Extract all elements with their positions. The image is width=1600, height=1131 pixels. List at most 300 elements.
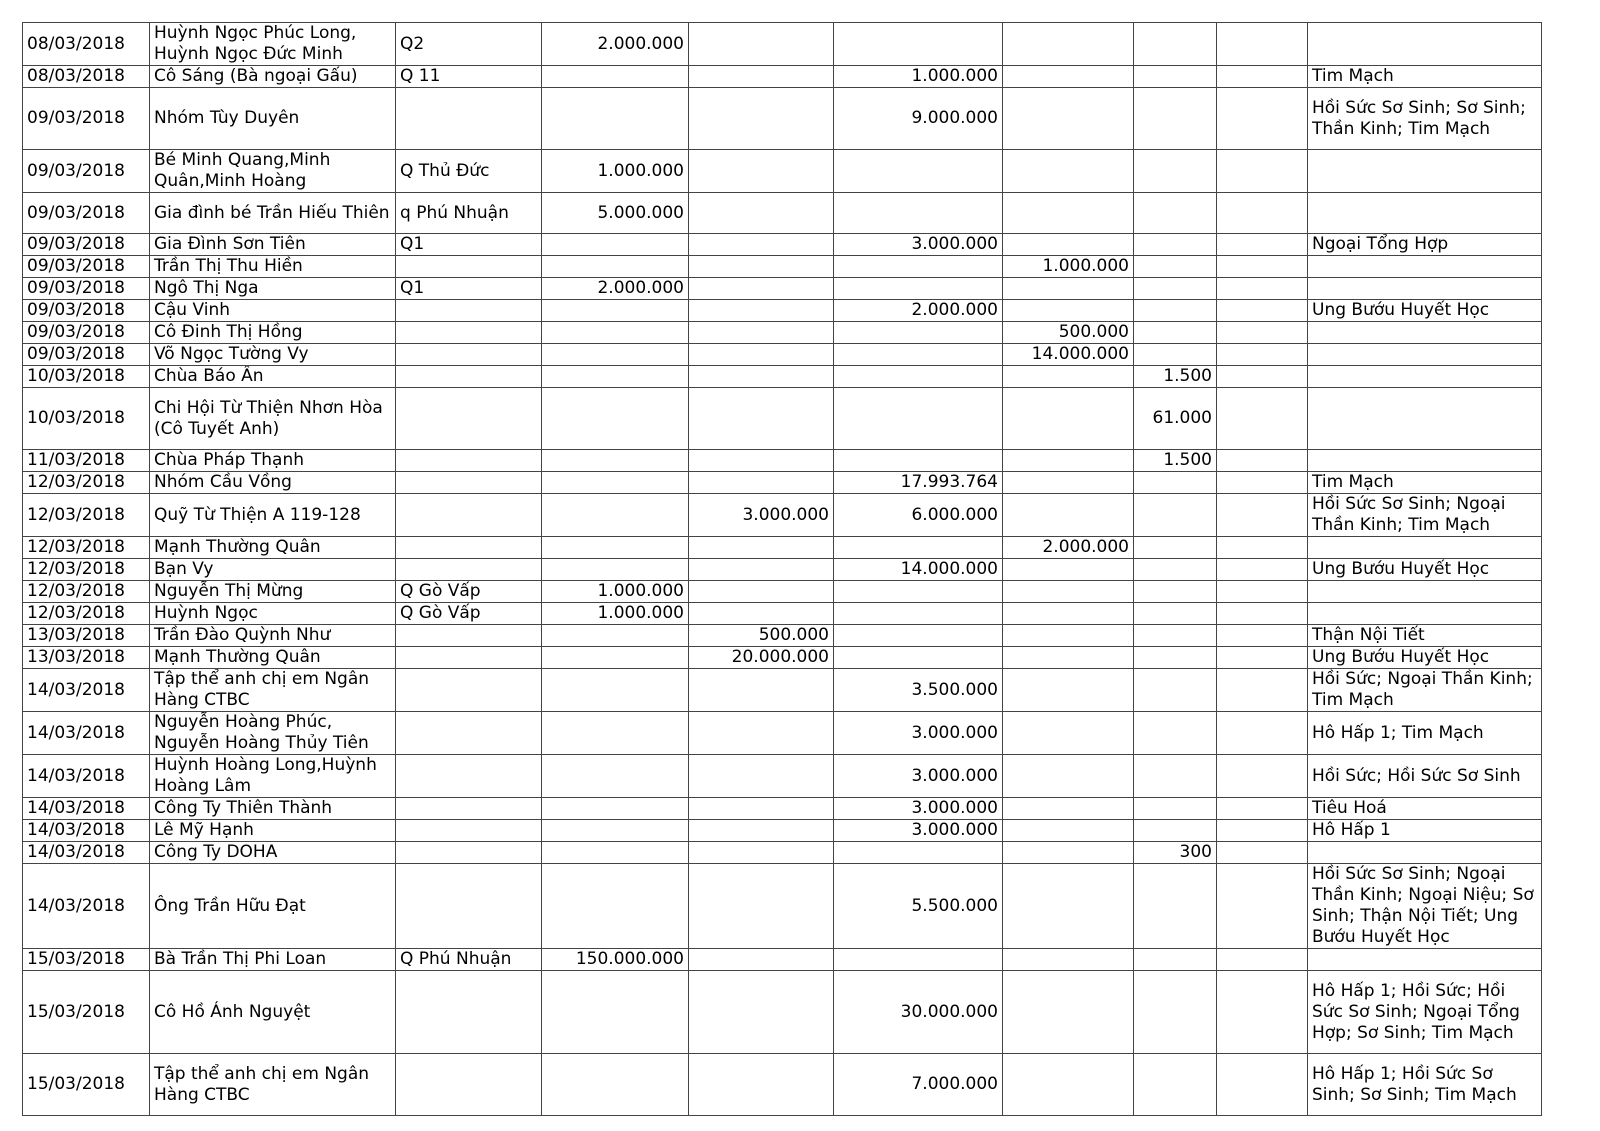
- amount-col-2-cell: [689, 581, 834, 603]
- amount-col-3-cell: 17.993.764: [834, 472, 1003, 494]
- amount-col-5-cell: [1134, 66, 1217, 88]
- table-row: [23, 842, 1542, 864]
- amount-col-4-cell: [1003, 300, 1134, 322]
- donor-name-cell: Cô Đinh Thị Hồng: [150, 322, 396, 344]
- amount-col-4-cell: [1003, 234, 1134, 256]
- district-cell: Q2: [396, 23, 542, 66]
- date-cell: 12/03/2018: [23, 559, 150, 581]
- department-note-cell: [1308, 581, 1542, 603]
- department-note-cell: [1308, 150, 1542, 193]
- donor-name-cell: Bà Trần Thị Phi Loan: [150, 949, 396, 971]
- date-cell: 09/03/2018: [23, 278, 150, 300]
- amount-col-1-cell: [542, 66, 689, 88]
- amount-col-3-cell: 3.500.000: [834, 669, 1003, 712]
- district-cell: [396, 344, 542, 366]
- amount-col-4-cell: [1003, 559, 1134, 581]
- district-cell: [396, 669, 542, 712]
- table-row: [23, 798, 1542, 820]
- donor-name-cell: Huỳnh Ngọc Phúc Long, Huỳnh Ngọc Đức Minh: [150, 23, 396, 66]
- amount-col-5-cell: [1134, 472, 1217, 494]
- donor-name-cell: Tập thể anh chị em Ngân Hàng CTBC: [150, 669, 396, 712]
- amount-col-4-cell: 14.000.000: [1003, 344, 1134, 366]
- date-cell: 08/03/2018: [23, 23, 150, 66]
- amount-col-2-cell: [689, 820, 834, 842]
- amount-col-3-cell: 7.000.000: [834, 1054, 1003, 1116]
- date-cell: 14/03/2018: [23, 864, 150, 949]
- department-note-cell: Ngoại Tổng Hợp: [1308, 234, 1542, 256]
- amount-col-4-cell: [1003, 1054, 1134, 1116]
- amount-col-3-cell: [834, 388, 1003, 450]
- amount-col-6-cell: [1217, 388, 1308, 450]
- amount-col-5-cell: [1134, 1054, 1217, 1116]
- date-cell: 14/03/2018: [23, 712, 150, 755]
- amount-col-5-cell: [1134, 300, 1217, 322]
- amount-col-5-cell: [1134, 193, 1217, 234]
- amount-col-1-cell: [542, 322, 689, 344]
- date-cell: 08/03/2018: [23, 66, 150, 88]
- amount-col-2-cell: [689, 603, 834, 625]
- amount-col-3-cell: 9.000.000: [834, 88, 1003, 150]
- amount-col-6-cell: [1217, 450, 1308, 472]
- district-cell: Q Gò Vấp: [396, 603, 542, 625]
- amount-col-6-cell: [1217, 949, 1308, 971]
- district-cell: Q 11: [396, 66, 542, 88]
- donor-name-cell: Ông Trần Hữu Đạt: [150, 864, 396, 949]
- district-cell: [396, 842, 542, 864]
- amount-col-3-cell: [834, 581, 1003, 603]
- donor-name-cell: Cô Hồ Ánh Nguyệt: [150, 971, 396, 1054]
- table-row: [23, 820, 1542, 842]
- amount-col-6-cell: [1217, 798, 1308, 820]
- date-cell: 12/03/2018: [23, 537, 150, 559]
- table-row: [23, 971, 1542, 1054]
- amount-col-5-cell: [1134, 344, 1217, 366]
- amount-col-3-cell: [834, 366, 1003, 388]
- amount-col-3-cell: [834, 278, 1003, 300]
- amount-col-6-cell: [1217, 971, 1308, 1054]
- department-note-cell: Hồi Sức Sơ Sinh; Ngoại Thần Kinh; Tim Mạch: [1308, 494, 1542, 537]
- amount-col-2-cell: [689, 193, 834, 234]
- amount-col-1-cell: [542, 234, 689, 256]
- amount-col-2-cell: [689, 300, 834, 322]
- donor-name-cell: Trần Thị Thu Hiền: [150, 256, 396, 278]
- amount-col-2-cell: [689, 949, 834, 971]
- table-row: [23, 581, 1542, 603]
- donor-name-cell: Nguyễn Hoàng Phúc, Nguyễn Hoàng Thủy Tiên: [150, 712, 396, 755]
- amount-col-5-cell: [1134, 23, 1217, 66]
- amount-col-2-cell: 3.000.000: [689, 494, 834, 537]
- department-note-cell: [1308, 193, 1542, 234]
- amount-col-6-cell: [1217, 366, 1308, 388]
- donor-name-cell: Trần Đào Quỳnh Như: [150, 625, 396, 647]
- amount-col-1-cell: [542, 798, 689, 820]
- donor-name-cell: Quỹ Từ Thiện A 119-128: [150, 494, 396, 537]
- amount-col-4-cell: [1003, 66, 1134, 88]
- amount-col-1-cell: [542, 820, 689, 842]
- table-row: [23, 300, 1542, 322]
- department-note-cell: [1308, 278, 1542, 300]
- amount-col-2-cell: [689, 755, 834, 798]
- table-row: [23, 66, 1542, 88]
- amount-col-6-cell: [1217, 150, 1308, 193]
- amount-col-5-cell: [1134, 864, 1217, 949]
- amount-col-5-cell: [1134, 322, 1217, 344]
- amount-col-3-cell: 5.500.000: [834, 864, 1003, 949]
- donor-name-cell: Ngô Thị Nga: [150, 278, 396, 300]
- amount-col-6-cell: [1217, 755, 1308, 798]
- date-cell: 12/03/2018: [23, 581, 150, 603]
- amount-col-3-cell: 3.000.000: [834, 755, 1003, 798]
- amount-col-6-cell: [1217, 603, 1308, 625]
- date-cell: 14/03/2018: [23, 755, 150, 798]
- amount-col-1-cell: [542, 559, 689, 581]
- district-cell: Q1: [396, 234, 542, 256]
- amount-col-3-cell: 3.000.000: [834, 712, 1003, 755]
- amount-col-1-cell: [542, 256, 689, 278]
- amount-col-4-cell: [1003, 472, 1134, 494]
- amount-col-6-cell: [1217, 472, 1308, 494]
- district-cell: Q Phú Nhuận: [396, 949, 542, 971]
- department-note-cell: [1308, 344, 1542, 366]
- amount-col-1-cell: [542, 450, 689, 472]
- amount-col-1-cell: 2.000.000: [542, 23, 689, 66]
- department-note-cell: Tim Mạch: [1308, 472, 1542, 494]
- date-cell: 15/03/2018: [23, 971, 150, 1054]
- district-cell: [396, 1054, 542, 1116]
- amount-col-1-cell: [542, 300, 689, 322]
- amount-col-4-cell: [1003, 669, 1134, 712]
- amount-col-3-cell: [834, 322, 1003, 344]
- amount-col-2-cell: [689, 669, 834, 712]
- table-row: [23, 388, 1542, 450]
- amount-col-4-cell: [1003, 581, 1134, 603]
- amount-col-2-cell: [689, 23, 834, 66]
- district-cell: [396, 647, 542, 669]
- amount-col-5-cell: [1134, 949, 1217, 971]
- amount-col-5-cell: [1134, 581, 1217, 603]
- donor-name-cell: Huỳnh Hoàng Long,Huỳnh Hoàng Lâm: [150, 755, 396, 798]
- amount-col-1-cell: [542, 712, 689, 755]
- donor-name-cell: Bé Minh Quang,Minh Quân,Minh Hoàng: [150, 150, 396, 193]
- amount-col-1-cell: 5.000.000: [542, 193, 689, 234]
- amount-col-1-cell: [542, 537, 689, 559]
- date-cell: 14/03/2018: [23, 798, 150, 820]
- amount-col-5-cell: [1134, 669, 1217, 712]
- table-row: [23, 193, 1542, 234]
- amount-col-1-cell: 1.000.000: [542, 150, 689, 193]
- amount-col-6-cell: [1217, 625, 1308, 647]
- amount-col-6-cell: [1217, 234, 1308, 256]
- department-note-cell: Thận Nội Tiết: [1308, 625, 1542, 647]
- amount-col-5-cell: [1134, 798, 1217, 820]
- amount-col-4-cell: [1003, 625, 1134, 647]
- amount-col-2-cell: [689, 472, 834, 494]
- table-row: [23, 256, 1542, 278]
- date-cell: 10/03/2018: [23, 366, 150, 388]
- amount-col-1-cell: [542, 88, 689, 150]
- donor-name-cell: Tập thể anh chị em Ngân Hàng CTBC: [150, 1054, 396, 1116]
- donor-name-cell: Mạnh Thường Quân: [150, 537, 396, 559]
- donor-name-cell: Nhóm Cầu Vồng: [150, 472, 396, 494]
- amount-col-6-cell: [1217, 344, 1308, 366]
- amount-col-5-cell: [1134, 559, 1217, 581]
- table-row: [23, 669, 1542, 712]
- amount-col-1-cell: [542, 1054, 689, 1116]
- amount-col-6-cell: [1217, 322, 1308, 344]
- date-cell: 13/03/2018: [23, 625, 150, 647]
- amount-col-3-cell: 14.000.000: [834, 559, 1003, 581]
- amount-col-5-cell: 61.000: [1134, 388, 1217, 450]
- amount-col-6-cell: [1217, 842, 1308, 864]
- donor-name-cell: Nguyễn Thị Mừng: [150, 581, 396, 603]
- amount-col-4-cell: [1003, 450, 1134, 472]
- amount-col-1-cell: [542, 669, 689, 712]
- amount-col-4-cell: [1003, 388, 1134, 450]
- district-cell: [396, 537, 542, 559]
- table-row: [23, 949, 1542, 971]
- date-cell: 15/03/2018: [23, 949, 150, 971]
- department-note-cell: [1308, 450, 1542, 472]
- amount-col-5-cell: [1134, 603, 1217, 625]
- amount-col-6-cell: [1217, 647, 1308, 669]
- district-cell: [396, 971, 542, 1054]
- amount-col-2-cell: [689, 366, 834, 388]
- amount-col-1-cell: [542, 842, 689, 864]
- amount-col-4-cell: [1003, 23, 1134, 66]
- amount-col-2-cell: [689, 278, 834, 300]
- amount-col-2-cell: [689, 559, 834, 581]
- department-note-cell: Tim Mạch: [1308, 66, 1542, 88]
- district-cell: [396, 712, 542, 755]
- amount-col-6-cell: [1217, 669, 1308, 712]
- table-row: [23, 23, 1542, 66]
- amount-col-6-cell: [1217, 494, 1308, 537]
- table-row: [23, 278, 1542, 300]
- table-row: [23, 712, 1542, 755]
- department-note-cell: [1308, 366, 1542, 388]
- amount-col-5-cell: 1.500: [1134, 450, 1217, 472]
- department-note-cell: Hồi Sức Sơ Sinh; Sơ Sinh; Thần Kinh; Tim Mạch: [1308, 88, 1542, 150]
- amount-col-2-cell: [689, 388, 834, 450]
- date-cell: 09/03/2018: [23, 88, 150, 150]
- department-note-cell: Hồi Sức Sơ Sinh; Ngoại Thần Kinh; Ngoại Niệu; Sơ Sinh; Thận Nội Tiết; Ung Bướu Huyết Học: [1308, 864, 1542, 949]
- table-row: [23, 88, 1542, 150]
- amount-col-4-cell: [1003, 494, 1134, 537]
- district-cell: Q1: [396, 278, 542, 300]
- amount-col-4-cell: [1003, 647, 1134, 669]
- table-row: [23, 864, 1542, 949]
- amount-col-2-cell: [689, 88, 834, 150]
- donor-name-cell: Cô Sáng (Bà ngoại Gấu): [150, 66, 396, 88]
- department-note-cell: [1308, 537, 1542, 559]
- amount-col-2-cell: [689, 66, 834, 88]
- amount-col-3-cell: [834, 537, 1003, 559]
- amount-col-5-cell: [1134, 820, 1217, 842]
- district-cell: [396, 864, 542, 949]
- amount-col-6-cell: [1217, 300, 1308, 322]
- amount-col-4-cell: [1003, 864, 1134, 949]
- table-row: [23, 234, 1542, 256]
- table-row: [23, 755, 1542, 798]
- amount-col-2-cell: [689, 450, 834, 472]
- table-row: [23, 603, 1542, 625]
- amount-col-6-cell: [1217, 193, 1308, 234]
- department-note-cell: Ung Bướu Huyết Học: [1308, 559, 1542, 581]
- district-cell: [396, 88, 542, 150]
- department-note-cell: Hồi Sức; Ngoại Thần Kinh; Tim Mạch: [1308, 669, 1542, 712]
- district-cell: [396, 472, 542, 494]
- table-row: [23, 494, 1542, 537]
- amount-col-6-cell: [1217, 278, 1308, 300]
- amount-col-4-cell: [1003, 150, 1134, 193]
- amount-col-2-cell: [689, 537, 834, 559]
- department-note-cell: Hồi Sức; Hồi Sức Sơ Sinh: [1308, 755, 1542, 798]
- amount-col-4-cell: 2.000.000: [1003, 537, 1134, 559]
- amount-col-4-cell: [1003, 949, 1134, 971]
- department-note-cell: Hô Hấp 1: [1308, 820, 1542, 842]
- amount-col-1-cell: 2.000.000: [542, 278, 689, 300]
- amount-col-3-cell: 3.000.000: [834, 820, 1003, 842]
- amount-col-4-cell: 1.000.000: [1003, 256, 1134, 278]
- donation-ledger-table: [22, 22, 1542, 1116]
- amount-col-5-cell: [1134, 647, 1217, 669]
- department-note-cell: Hô Hấp 1; Hồi Sức Sơ Sinh; Sơ Sinh; Tim Mạch: [1308, 1054, 1542, 1116]
- date-cell: 10/03/2018: [23, 388, 150, 450]
- amount-col-4-cell: [1003, 603, 1134, 625]
- donor-name-cell: Chùa Pháp Thạnh: [150, 450, 396, 472]
- donor-name-cell: Công Ty Thiên Thành: [150, 798, 396, 820]
- amount-col-5-cell: [1134, 88, 1217, 150]
- district-cell: [396, 256, 542, 278]
- amount-col-3-cell: [834, 344, 1003, 366]
- department-note-cell: Ung Bướu Huyết Học: [1308, 300, 1542, 322]
- amount-col-3-cell: [834, 625, 1003, 647]
- amount-col-3-cell: [834, 949, 1003, 971]
- donor-name-cell: Chi Hội Từ Thiện Nhơn Hòa (Cô Tuyết Anh): [150, 388, 396, 450]
- department-note-cell: [1308, 842, 1542, 864]
- amount-col-2-cell: [689, 322, 834, 344]
- district-cell: [396, 494, 542, 537]
- department-note-cell: [1308, 23, 1542, 66]
- amount-col-2-cell: [689, 234, 834, 256]
- district-cell: [396, 388, 542, 450]
- amount-col-3-cell: 30.000.000: [834, 971, 1003, 1054]
- amount-col-2-cell: [689, 344, 834, 366]
- amount-col-1-cell: [542, 647, 689, 669]
- department-note-cell: [1308, 256, 1542, 278]
- amount-col-2-cell: [689, 256, 834, 278]
- amount-col-3-cell: 2.000.000: [834, 300, 1003, 322]
- table-row: [23, 537, 1542, 559]
- department-note-cell: Ung Bướu Huyết Học: [1308, 647, 1542, 669]
- amount-col-4-cell: [1003, 366, 1134, 388]
- amount-col-1-cell: [542, 864, 689, 949]
- amount-col-5-cell: [1134, 234, 1217, 256]
- date-cell: 15/03/2018: [23, 1054, 150, 1116]
- amount-col-4-cell: [1003, 971, 1134, 1054]
- amount-col-5-cell: [1134, 150, 1217, 193]
- department-note-cell: Hô Hấp 1; Tim Mạch: [1308, 712, 1542, 755]
- amount-col-4-cell: [1003, 88, 1134, 150]
- amount-col-6-cell: [1217, 256, 1308, 278]
- table-row: [23, 1054, 1542, 1116]
- date-cell: 09/03/2018: [23, 150, 150, 193]
- donor-name-cell: Chùa Báo Ân: [150, 366, 396, 388]
- amount-col-1-cell: [542, 755, 689, 798]
- amount-col-6-cell: [1217, 712, 1308, 755]
- date-cell: 12/03/2018: [23, 472, 150, 494]
- amount-col-1-cell: [542, 472, 689, 494]
- amount-col-3-cell: 1.000.000: [834, 66, 1003, 88]
- amount-col-4-cell: 500.000: [1003, 322, 1134, 344]
- amount-col-5-cell: [1134, 537, 1217, 559]
- district-cell: [396, 755, 542, 798]
- amount-col-6-cell: [1217, 864, 1308, 949]
- amount-col-4-cell: [1003, 755, 1134, 798]
- district-cell: [396, 300, 542, 322]
- district-cell: [396, 798, 542, 820]
- date-cell: 09/03/2018: [23, 322, 150, 344]
- amount-col-2-cell: [689, 842, 834, 864]
- table-row: [23, 625, 1542, 647]
- department-note-cell: Hô Hấp 1; Hồi Sức; Hồi Sức Sơ Sinh; Ngoại Tổng Hợp; Sơ Sinh; Tim Mạch: [1308, 971, 1542, 1054]
- department-note-cell: [1308, 949, 1542, 971]
- amount-col-1-cell: [542, 366, 689, 388]
- amount-col-3-cell: [834, 256, 1003, 278]
- donor-name-cell: Gia Đình Sơn Tiên: [150, 234, 396, 256]
- amount-col-4-cell: [1003, 820, 1134, 842]
- amount-col-4-cell: [1003, 193, 1134, 234]
- amount-col-5-cell: [1134, 712, 1217, 755]
- amount-col-3-cell: [834, 842, 1003, 864]
- department-note-cell: [1308, 322, 1542, 344]
- amount-col-6-cell: [1217, 88, 1308, 150]
- amount-col-4-cell: [1003, 842, 1134, 864]
- district-cell: [396, 322, 542, 344]
- amount-col-2-cell: [689, 712, 834, 755]
- amount-col-1-cell: [542, 971, 689, 1054]
- amount-col-2-cell: [689, 971, 834, 1054]
- donor-name-cell: Võ Ngọc Tường Vy: [150, 344, 396, 366]
- amount-col-2-cell: [689, 1054, 834, 1116]
- amount-col-6-cell: [1217, 820, 1308, 842]
- donor-name-cell: Gia đình bé Trần Hiếu Thiên: [150, 193, 396, 234]
- date-cell: 14/03/2018: [23, 820, 150, 842]
- amount-col-4-cell: [1003, 798, 1134, 820]
- date-cell: 12/03/2018: [23, 603, 150, 625]
- table-row: [23, 150, 1542, 193]
- amount-col-5-cell: 1.500: [1134, 366, 1217, 388]
- table-row: [23, 344, 1542, 366]
- amount-col-2-cell: 20.000.000: [689, 647, 834, 669]
- amount-col-3-cell: [834, 603, 1003, 625]
- donor-name-cell: Huỳnh Ngọc: [150, 603, 396, 625]
- district-cell: Q Thủ Đức: [396, 150, 542, 193]
- donor-name-cell: Lê Mỹ Hạnh: [150, 820, 396, 842]
- amount-col-1-cell: [542, 388, 689, 450]
- department-note-cell: [1308, 603, 1542, 625]
- district-cell: [396, 625, 542, 647]
- district-cell: [396, 450, 542, 472]
- amount-col-3-cell: 3.000.000: [834, 234, 1003, 256]
- date-cell: 09/03/2018: [23, 234, 150, 256]
- amount-col-3-cell: [834, 150, 1003, 193]
- amount-col-1-cell: [542, 344, 689, 366]
- amount-col-5-cell: [1134, 625, 1217, 647]
- table-row: [23, 450, 1542, 472]
- table-row: [23, 559, 1542, 581]
- amount-col-6-cell: [1217, 581, 1308, 603]
